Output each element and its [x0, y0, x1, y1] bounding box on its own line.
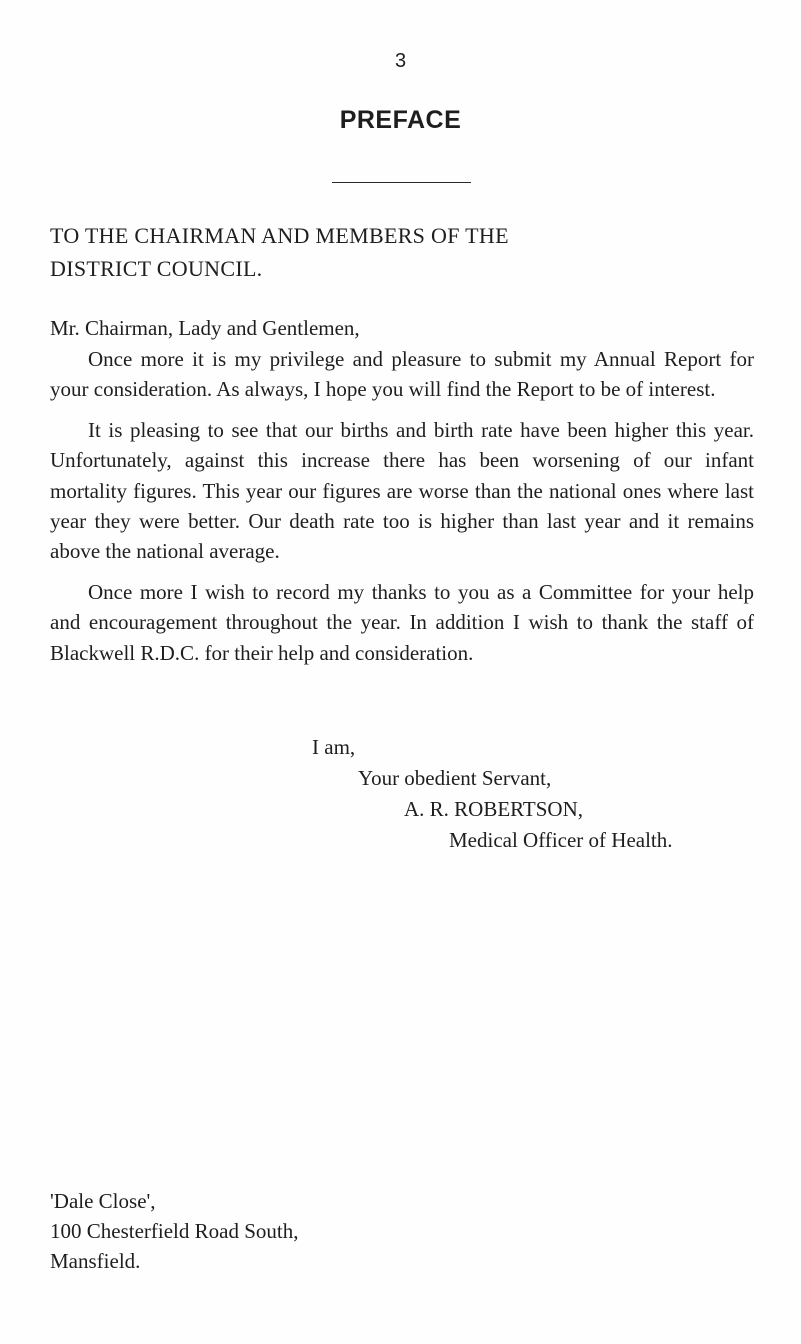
letter-body: [50, 344, 754, 678]
addressee: [50, 219, 750, 285]
address-line: Mansfield.: [50, 1249, 141, 1273]
page-number: 3: [394, 50, 407, 72]
addressee-line: TO THE CHAIRMAN AND MEMBERS OF THE: [50, 223, 509, 248]
salutation: Mr. Chairman, Lady and Gentlemen,: [50, 316, 360, 340]
address-line: 'Dale Close',: [50, 1189, 156, 1213]
paragraph: It is pleasing to see that our births and birth rate have been higher this year. Unfortunately, against this increase there has been worsening of our infant mortality figures. This year our figures are worse than the national ones where last year they were better. Our death rate too is higher than last year and it remains above the national average.: [50, 417, 754, 564]
signatory-office: Medical Officer of Health.: [449, 828, 673, 852]
address-line: 100 Chesterfield Road South,: [50, 1219, 299, 1243]
address-block: [50, 1186, 298, 1276]
paragraph: Once more it is my privilege and pleasure to submit my Annual Report for your consideration. As always, I hope you will find the Report to be of interest.: [50, 347, 754, 402]
title-divider: [332, 182, 471, 183]
addressee-line: DISTRICT COUNCIL.: [50, 256, 263, 281]
signoff-i-am: I am,: [312, 735, 356, 759]
signatory-name: A. R. ROBERTSON,: [404, 797, 584, 821]
signoff-servant: Your obedient Servant,: [358, 766, 552, 790]
paragraph: Once more I wish to record my thanks to you as a Committee for your help and encouragement throughout the year. In addition I wish to thank the staff of Blackwell R.D.C. for their help and consideration.: [50, 579, 754, 665]
page-title: PREFACE: [339, 106, 462, 134]
